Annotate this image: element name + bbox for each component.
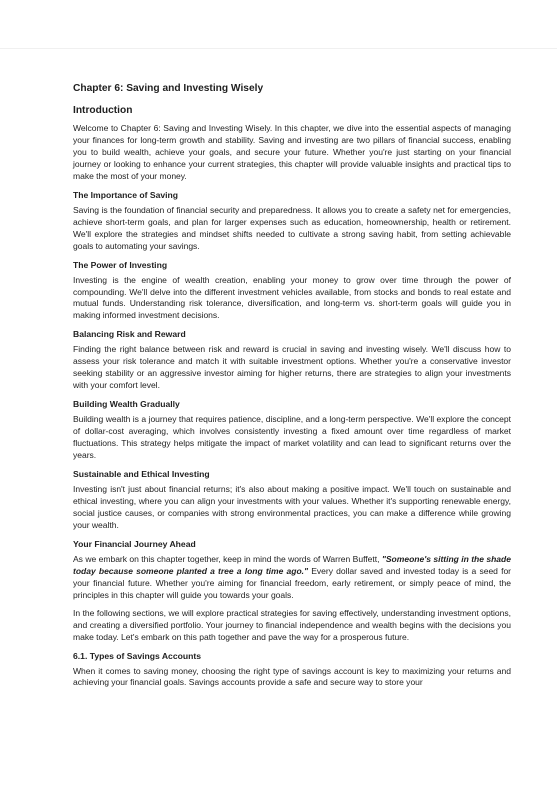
section-paragraph-investing: Investing is the engine of wealth creation, enabling your money to grow over time through the power of compounding. We'll delve into the different investment vehicles available, from stocks and bonds to real estate and mutual funds. Understanding risk tolerance, diversification, and long-term vs. short-term goals will guide you in making informed investment decisions. <box>73 274 511 321</box>
section-paragraph-sustainable: Investing isn't just about financial returns; it's also about making a positive impact. We'll touch on sustainable and ethical investing, where you can align your investments with your values. Whether it's supporting renewable energy, social justice causes, or companies with strong environmental practices, you can make a difference while growing your wealth. <box>73 484 511 530</box>
chapter-title: Chapter 6: Saving and Investing Wisely <box>73 83 264 94</box>
section-heading-journey: Your Financial Journey Ahead <box>73 538 196 549</box>
section-heading-investing: The Power of Investing <box>73 259 168 270</box>
intro-heading: Introduction <box>73 105 133 116</box>
section-heading-sustainable: Sustainable and Ethical Investing <box>73 469 210 480</box>
subsection-heading-savings-accounts: 6.1. Types of Savings Accounts <box>73 650 201 661</box>
journey-paragraph <box>73 554 511 602</box>
following-sections-paragraph: In the following sections, we will explore practical strategies for saving effectively, understanding investment options, and creating a diversified portfolio. Your journey to financial independence and wealth begins with the decisions you make today. Let's embark on this path together and pave the way for a prosperous future. <box>73 607 511 642</box>
section-heading-saving: The Importance of Saving <box>73 189 179 200</box>
journey-text-after: Every dollar saved and invested today is a seed for your financial future. Whether you're aiming for financial freedom, early retirement, or simply peace of mind, the principles in this chapter will guide you towards your goals. <box>73 565 512 600</box>
intro-paragraph: Welcome to Chapter 6: Saving and Investing Wisely. In this chapter, we dive into the essential aspects of managing your finances for long-term growth and stability. Saving and investing are two pillars of financial success, enabling you to build wealth, achieve your goals, and secure your future. Whether you're just starting on your financial journey or looking to enhance your current strategies, this chapter will provide valuable insights and practical tips to make the most of your money. <box>73 123 511 181</box>
subsection-paragraph-savings-accounts: When it comes to saving money, choosing the right type of savings account is key to maximizing your returns and achieving your financial goals. Savings accounts provide a safe and secure way to store your <box>73 665 511 688</box>
section-paragraph-wealth: Building wealth is a journey that requires patience, discipline, and a long-term perspective. We'll explore the concept of dollar-cost averaging, which involves consistently investing a fixed amount over time regardless of market fluctuations. This strategy helps mitigate the impact of market volatility and can lead to significant returns over the years. <box>73 414 511 461</box>
page-header-band <box>0 0 557 49</box>
section-paragraph-risk-reward: Finding the right balance between risk and reward is crucial in saving and investing wisely. We'll discuss how to assess your risk tolerance and match it with suitable investment options. Whether you're a conservative investor seeking stability or an aggressive investor aiming for higher returns, there are strategies to align your investments with your comfort level. <box>73 344 511 391</box>
document-page <box>73 82 511 695</box>
section-heading-risk-reward: Balancing Risk and Reward <box>73 329 186 340</box>
buffett-quote: "Someone's sitting in the shade today because someone planted a tree a long time ago." <box>73 553 511 576</box>
section-paragraph-saving: Saving is the foundation of financial security and preparedness. It allows you to create a safety net for emergencies, achieve short-term goals, and plan for larger expenses such as education, homeownership, health or retirement. We'll explore the strategies and mindset shifts needed to cultivate a strong saving habit, from setting achievable goals to automating your savings. <box>73 204 511 251</box>
section-heading-wealth: Building Wealth Gradually <box>73 399 180 410</box>
journey-text-before: As we embark on this chapter together, keep in mind the words of Warren Buffett, <box>73 553 382 564</box>
